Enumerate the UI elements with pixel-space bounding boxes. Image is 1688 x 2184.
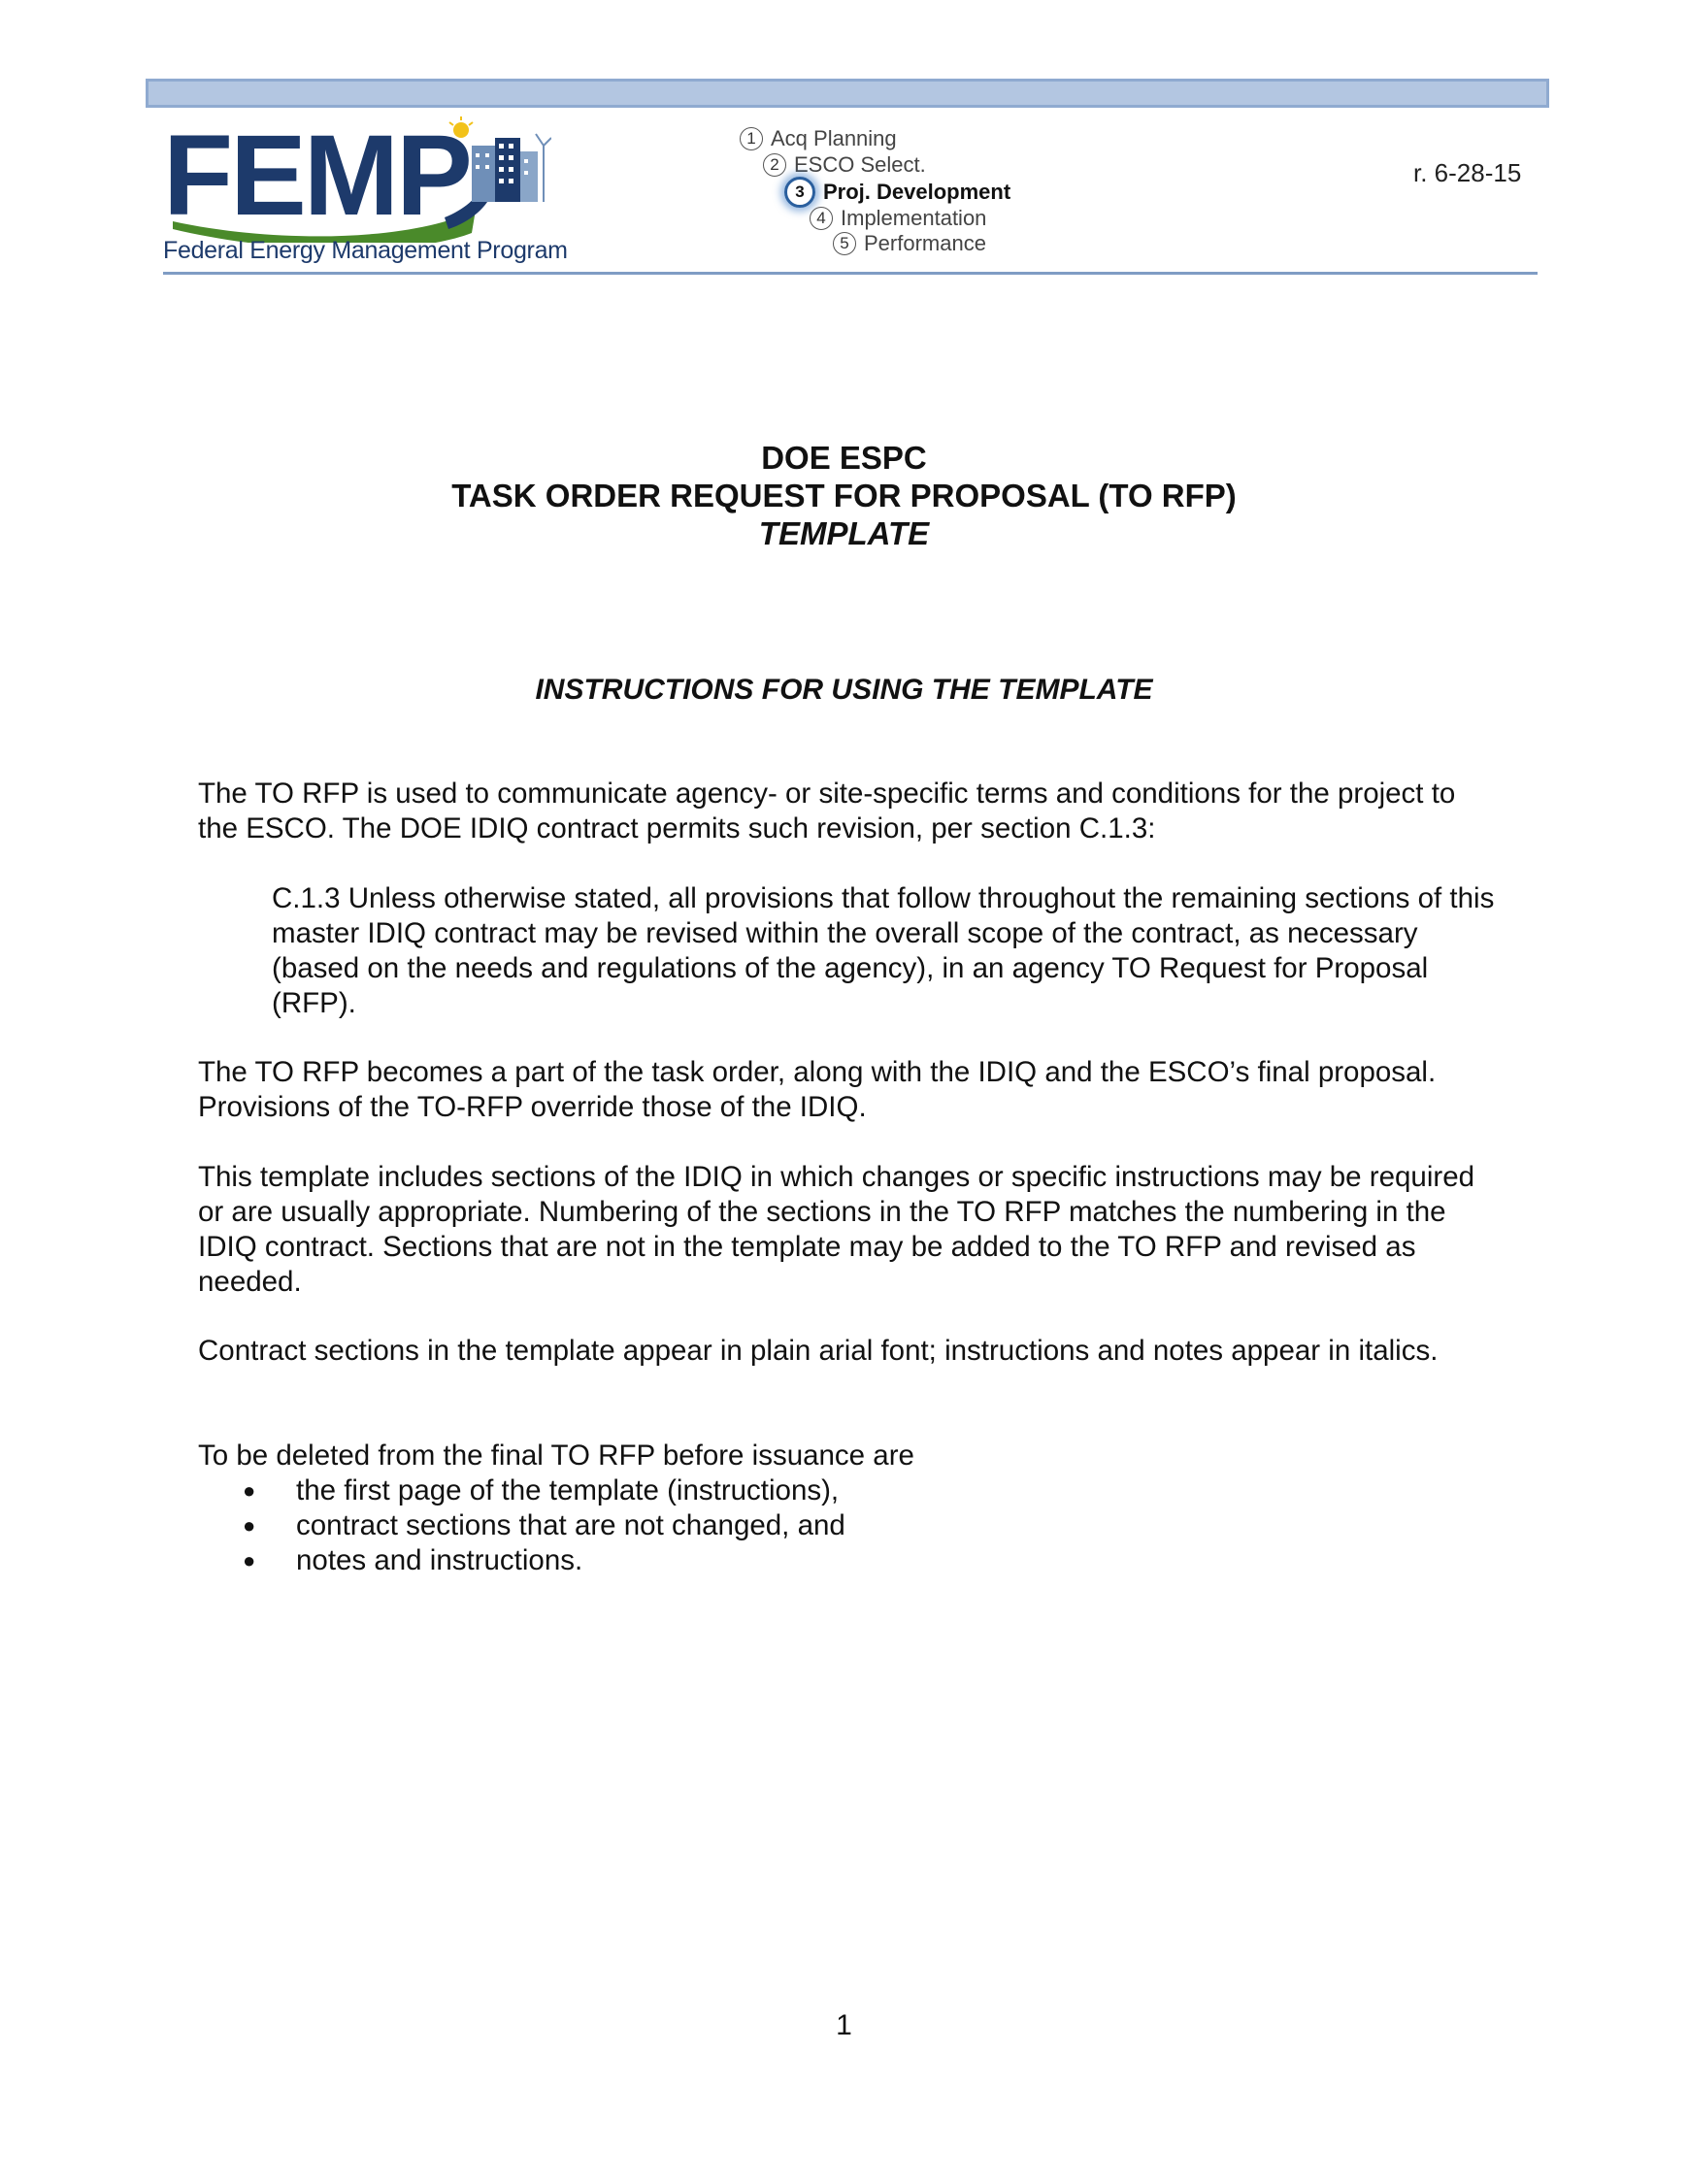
quoted-clause-c13: C.1.3 Unless otherwise stated, all provisions that follow throughout the remaining sections of this master IDIQ contract may be revised within the overall scope of the contract, as necessary (based on the needs and regulations of the agency), in an agency TO Request for Proposal (RFP). <box>272 882 1495 1019</box>
document-title-line-2: TASK ORDER REQUEST FOR PROPOSAL (TO RFP) <box>451 478 1237 513</box>
phase-list <box>740 126 1050 272</box>
paragraph-deletion-note: To be deleted from the final TO RFP before issuance are <box>198 1439 914 1472</box>
logo-subtitle: Federal Energy Management Program <box>163 237 568 264</box>
paragraph-intro: The TO RFP is used to communicate agency- or site-specific terms and conditions for the project to the ESCO. The DOE IDIQ contract permits such revision, per section C.1.3: <box>198 778 1456 844</box>
phase-label: Performance <box>864 231 986 255</box>
phase-label: Implementation <box>841 206 987 230</box>
document-title-line-1: DOE ESPC <box>761 440 927 476</box>
revision-date: r. 6-28-15 <box>1413 158 1522 187</box>
femp-logo <box>163 112 568 270</box>
instructions-heading: INSTRUCTIONS FOR USING THE TEMPLATE <box>535 674 1153 706</box>
phase-item-acq-planning <box>740 126 897 151</box>
phase-number-badge-active: 3 <box>784 177 815 208</box>
header-divider <box>163 272 1538 275</box>
phase-number-badge: 1 <box>740 127 763 150</box>
deletion-list <box>243 1473 845 1578</box>
paragraph-template-sections: This template includes sections of the IDIQ in which changes or specific instructions may be required or are usually appropriate. Numbering of the sections in the TO RFP matches the numbering in the IDIQ contract. Sections that are not in the template may be added to the TO RFP and revised as needed. <box>198 1161 1475 1298</box>
phase-number-badge: 4 <box>810 207 833 230</box>
paragraph-task-order: The TO RFP becomes a part of the task order, along with the IDIQ and the ESCO’s final proposal. Provisions of the TO-RFP override those of the IDIQ. <box>198 1056 1437 1123</box>
list-item: ● the first page of the template (instructions), <box>243 1473 845 1508</box>
logo-wordmark: FEMP <box>163 112 470 240</box>
phase-number-badge: 5 <box>833 232 856 255</box>
paragraph-font-conventions: Contract sections in the template appear in plain arial font; instructions and notes appear in italics. <box>198 1335 1439 1367</box>
phase-item-performance <box>833 231 986 256</box>
phase-item-esco-select <box>763 152 926 178</box>
list-item: ● contract sections that are not changed, and <box>243 1508 845 1543</box>
phase-label: Proj. Development <box>823 180 1011 204</box>
page-number: 1 <box>836 2009 852 2041</box>
phase-number-badge: 2 <box>763 153 786 177</box>
phase-item-implementation <box>810 206 986 231</box>
list-item: ● notes and instructions. <box>243 1543 845 1578</box>
header-top-bar <box>146 79 1549 108</box>
phase-label: Acq Planning <box>771 126 897 150</box>
phase-item-proj-development <box>784 177 1010 208</box>
phase-label: ESCO Select. <box>794 152 926 177</box>
document-title-line-3: TEMPLATE <box>758 515 930 551</box>
